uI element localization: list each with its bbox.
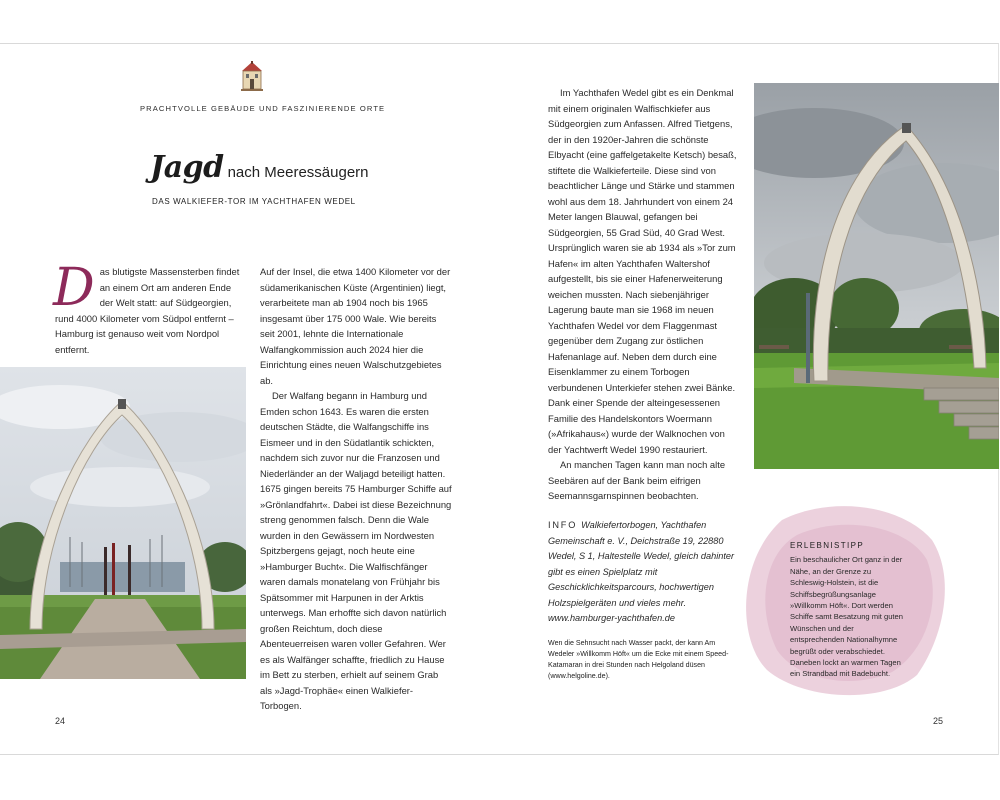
whale-jaw-arch-photo — [0, 367, 246, 679]
tip-box — [790, 540, 908, 680]
paragraph: Der Walfang begann in Hamburg und Emden schon 1643. Es waren die ersten deutschen Städte, die Walfangschiffe ins Eismeer und in den Südatlantik schickten, nachdem sich zuvor nur die Franzosen und Niederländer an der Waljagd beteiligt hatten. 1675 gingen bereits 75 Hamburger Schiffe auf »Grönlandfahrt«. Dabei ist diese Bezeichnung streng genommen falsch. Denn die Wale wurden in den Gewässern im Nordwesten Spitzbergens gejagt, noch heute eine »Hamburger Bucht«. Die Walfischfänger waren damals monatelang von Frühjahr bis Spätsommer mit Harpunen in der Arktis unterwegs. Man erhoffte sich davon natürlich großen Reichtum, doch diese Abenteuerreisen waren voller Gefahren. Wer es als Walfänger schaffte, friedlich zu Hause im Bett zu sterben, erhielt auf seinem Grab als »Jagd-Trophäe« einen Walkiefer-Torbogen. — [260, 390, 452, 711]
text-column-1 — [53, 258, 240, 357]
title-rest: nach Meeressäugern — [227, 164, 369, 181]
paragraph: Auf der Insel, die etwa 1400 Kilometer vor der südamerikanischen Küste (Argentinien) liegt, verarbeitete man ab 1904 noch bis 1965 insgesamt über 175 000 Wale. Wie bereits seit 2001, lehnte die Internationale Walfangkommission auch 2024 hier die Einrichtung eines neuen Walschutzgebietes ab. — [260, 266, 451, 386]
drop-cap: D — [53, 258, 95, 318]
building-icon — [238, 61, 266, 93]
photo-caption: Wen die Sehnsucht nach Wasser packt, der kann Am Wedeler »Willkomm Höft« um die Ecke mit einem Speed-Katamaran in drei Stunden nach Helgoland düsen (www.helgoline.de). — [548, 639, 729, 680]
info-text: Walkiefertorbogen, Yachthafen Gemeinschaft e. V., Deichstraße 19, 22880 Wedel, S 1, Haltestelle Wedel, gleich dahinter gibt es einen Spielplatz mit Geschicklichkeitsparcours, hochwertigen Holzspielgeräten und vieles mehr. www.hamburger-yachthafen.de — [548, 520, 735, 623]
text-column-3 — [548, 85, 738, 504]
page-subtitle: DAS WALKIEFER-TOR IM YACHTHAFEN WEDEL — [152, 197, 356, 206]
page-title — [150, 150, 450, 185]
page-number-left: 24 — [55, 716, 66, 726]
section-label: PRACHTVOLLE GEBÄUDE UND FASZINIERENDE ORTE — [140, 104, 386, 113]
page-number-right: 25 — [933, 716, 944, 726]
text-column-2 — [260, 264, 452, 714]
title-script-word: Jagd — [150, 150, 224, 185]
paragraph: Im Yachthafen Wedel gibt es ein Denkmal mit einem originalen Walfischkiefer aus Südgeorgien zum Anfassen. Alfred Tietgens, der in den 1920er-Jahren die schönste Elbyacht (eine gaffelgetakelte Ketsch) besaß, stiftete die Walkieferteile. Diese sind von beachtlicher Länge und Stärke und stammen wohl aus dem 18. Jahrhundert von einem 24 Meter langen Blauwal, gefangen bei Südgeorgien, 55 Grad Süd, 40 Grad West. Ursprünglich waren sie ab 1934 als »Tor zum Hafen« im alten Yachthafen Waltershof aufgestellt, bis sie einer Hafenerweiterung weichen mussten. Nach siebenjähriger Lagerung baute man sie 1968 im neuen Yachthafen Wedel vor dem Flaggenmast gegenüber dem Zugang zur östlichen Hafenanlage auf. Neben dem durch eine Eisenklammer zu einem Torbogen verbundenen Unterkiefer stehen zwei Bänke. Dank einer Spende der alteingesessenen Familie des Handelskontors Woermann (»Afrikahaus«) wurde der Walknochen von der Yachtwerft Wedel 1990 restauriert. — [548, 87, 737, 455]
info-label: INFO — [548, 520, 578, 530]
paragraph: as blutigste Massensterben findet an einem Ort am anderen Ende der Welt statt: auf Südgeorgien, rund 4000 Kilometer vom Südpol entfernt – Hamburg ist genauso weit vom Nordpol entfernt. — [55, 266, 240, 355]
tip-title: ERLEBNISTIPP — [790, 541, 865, 550]
info-box — [548, 518, 740, 627]
whale-jaw-arch-photo-right — [754, 83, 999, 469]
tip-text: Ein beschaulicher Ort ganz in der Nähe, an der Grenze zu Schleswig-Holstein, ist die Schiffsbegrüßungsanlage »Willkomm Höft«. Dort werden Schiffe samt Besatzung mit guten Wünschen und der entsprechenden Nationalhymne begrüßt oder verabschiedet. Daneben lockt an warmen Tagen ein Strandbad mit Badebucht. — [790, 555, 903, 679]
paragraph: An manchen Tagen kann man noch alte Seebären auf der Bank beim eifrigen Seemannsgarnspinnen beobachten. — [548, 459, 726, 501]
